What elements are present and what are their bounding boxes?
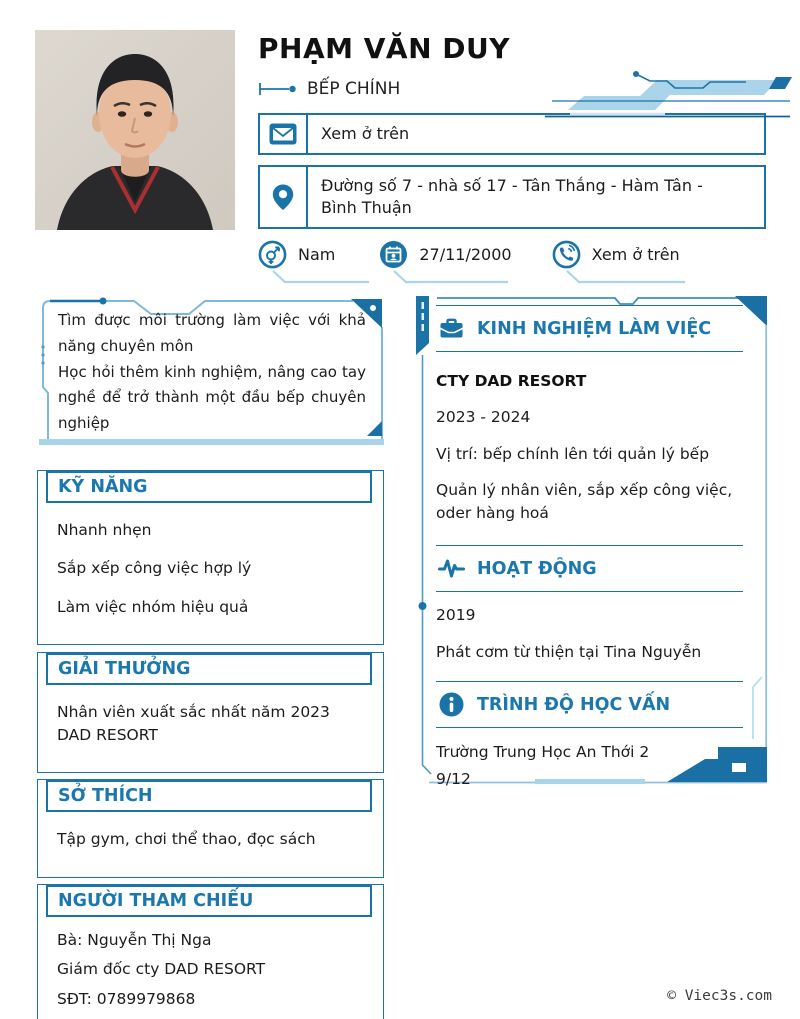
experience-position: Vị trí: bếp chính lên tới quản lý bếp — [436, 444, 710, 463]
skill-item: Nhanh nhẹn — [57, 521, 152, 539]
objective-section — [37, 295, 384, 447]
phone-icon — [552, 240, 581, 269]
awards-section — [37, 652, 384, 773]
education-heading-row — [436, 681, 743, 728]
address-value: Đường số 7 - nhà số 17 - Tân Thắng - Hàm Tân - Bình Thuận — [321, 176, 703, 217]
hobby-item: Tập gym, chơi thể thao, đọc sách — [57, 830, 316, 849]
briefcase-icon — [438, 315, 465, 342]
reference-line: SĐT: 0789979868 — [57, 989, 196, 1008]
gender-value: Nam — [298, 245, 336, 264]
email-value: Xem ở trên — [306, 115, 409, 153]
personal-info-row — [258, 240, 766, 284]
activities-heading-row — [436, 545, 743, 592]
skill-item: Sắp xếp công việc hợp lý — [57, 559, 252, 578]
activity-year: 2019 — [436, 606, 476, 625]
copyright-text: © Viec3s.com — [667, 988, 772, 1004]
award-item: Nhân viên xuất sắc nhất năm 2023 DAD RESORT — [57, 703, 330, 744]
gender-icon — [258, 240, 287, 269]
header-circuit-decoration — [540, 68, 792, 118]
objective-text-1: Tìm được môi trường làm việc với khả năng chuyên môn — [58, 311, 366, 355]
phone-item — [552, 240, 680, 284]
awards-heading: GIẢI THƯỞNG — [46, 653, 372, 685]
gender-item — [258, 240, 335, 284]
hobbies-heading: SỞ THÍCH — [46, 780, 372, 812]
title-line-decoration — [258, 82, 298, 96]
job-title: BẾP CHÍNH — [307, 79, 401, 99]
references-heading: NGƯỜI THAM CHIẾU — [46, 885, 372, 917]
reference-line: Giám đốc cty DAD RESORT — [57, 960, 266, 979]
profile-photo-illustration — [35, 30, 235, 230]
education-school: Trường Trung Học An Thới 2 — [436, 743, 650, 762]
calendar-icon — [379, 240, 408, 269]
address-box — [258, 165, 766, 229]
gender-underline — [271, 270, 371, 284]
hobbies-section — [37, 779, 384, 877]
right-panel — [415, 295, 768, 788]
dob-value: 27/11/2000 — [419, 245, 512, 264]
dob-underline — [392, 270, 510, 284]
experience-duties: Quản lý nhân viên, sắp xếp công việc, oder hàng hoá — [436, 481, 733, 522]
experience-company: CTY DAD RESORT — [436, 372, 587, 390]
envelope-icon — [260, 115, 306, 153]
dob-item — [379, 240, 511, 284]
phone-value: Xem ở trên — [591, 245, 680, 264]
experience-heading-row — [436, 305, 743, 352]
email-box — [258, 113, 766, 155]
activity-description: Phát cơm từ thiện tại Tina Nguyễn — [436, 642, 702, 661]
objective-text-2: Học hỏi thêm kinh nghiệm, nâng cao tay nghề để trở thành một đầu bếp chuyên nghiệp — [58, 362, 366, 433]
map-pin-icon — [260, 167, 306, 227]
phone-underline — [565, 270, 687, 284]
skill-item: Làm việc nhóm hiệu quả — [57, 597, 249, 616]
profile-photo — [35, 30, 235, 230]
info-icon — [438, 691, 465, 718]
pulse-icon — [438, 555, 465, 582]
experience-heading: KINH NGHIỆM LÀM VIỆC — [477, 318, 712, 339]
candidate-name: PHẠM VĂN DUY — [258, 32, 511, 65]
skills-section — [37, 470, 384, 645]
reference-line: Bà: Nguyễn Thị Nga — [57, 930, 212, 949]
references-section — [37, 884, 384, 1019]
activities-heading: HOẠT ĐỘNG — [477, 558, 597, 579]
education-heading: TRÌNH ĐỘ HỌC VẤN — [477, 694, 671, 715]
education-grade: 9/12 — [436, 769, 471, 788]
skills-heading: KỸ NĂNG — [46, 471, 372, 503]
experience-period: 2023 - 2024 — [436, 408, 531, 427]
